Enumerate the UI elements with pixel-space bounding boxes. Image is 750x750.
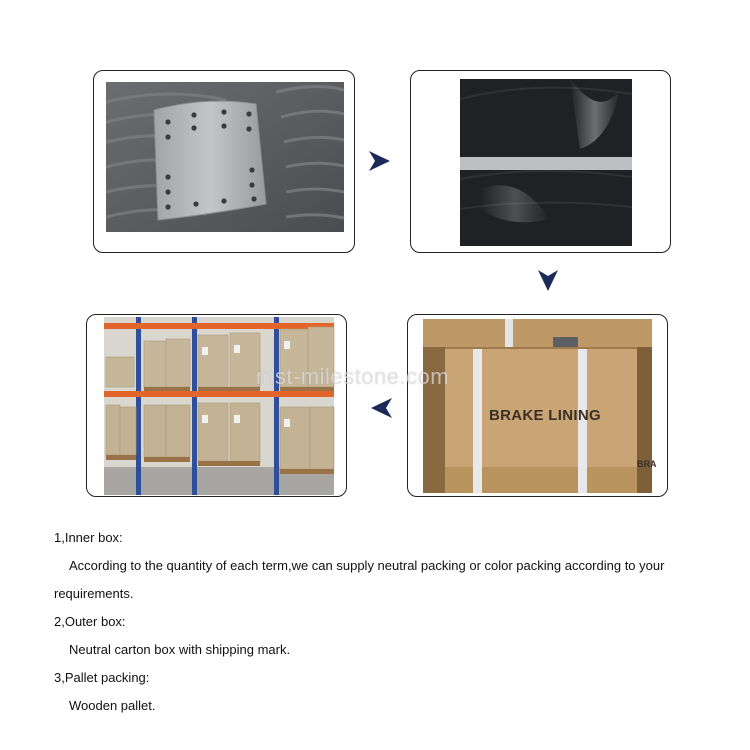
section-body-pallet: Wooden pallet. <box>69 698 156 713</box>
section-body-inner-box: According to the quantity of each term,we can supply neutral packing or color packing according to your <box>69 558 665 573</box>
outer-box-photo <box>423 319 657 493</box>
watermark: mst-milestone.com <box>256 364 450 389</box>
section-heading-inner-box: 1,Inner box: <box>54 530 123 545</box>
section-heading-pallet: 3,Pallet packing: <box>54 670 150 685</box>
arrow-right-icon <box>367 150 391 177</box>
arrow-down-icon <box>537 268 559 297</box>
pallet-photo <box>104 317 334 495</box>
section-body-inner-box-cont: requirements. <box>54 586 134 601</box>
arrow-left-icon <box>370 397 394 424</box>
panel-inner-box <box>410 70 671 253</box>
panel-brake-lining <box>93 70 355 253</box>
packing-description <box>54 524 664 720</box>
box-label: BRAKE LINING <box>489 407 601 424</box>
inner-box-photo <box>460 79 632 246</box>
panel-outer-box <box>407 314 668 497</box>
panel-pallet <box>86 314 347 497</box>
brake-lining-photo <box>106 82 344 232</box>
box-side-label: BRA <box>637 459 657 469</box>
section-heading-outer-box: 2,Outer box: <box>54 614 126 629</box>
section-body-outer-box: Neutral carton box with shipping mark. <box>69 642 291 657</box>
